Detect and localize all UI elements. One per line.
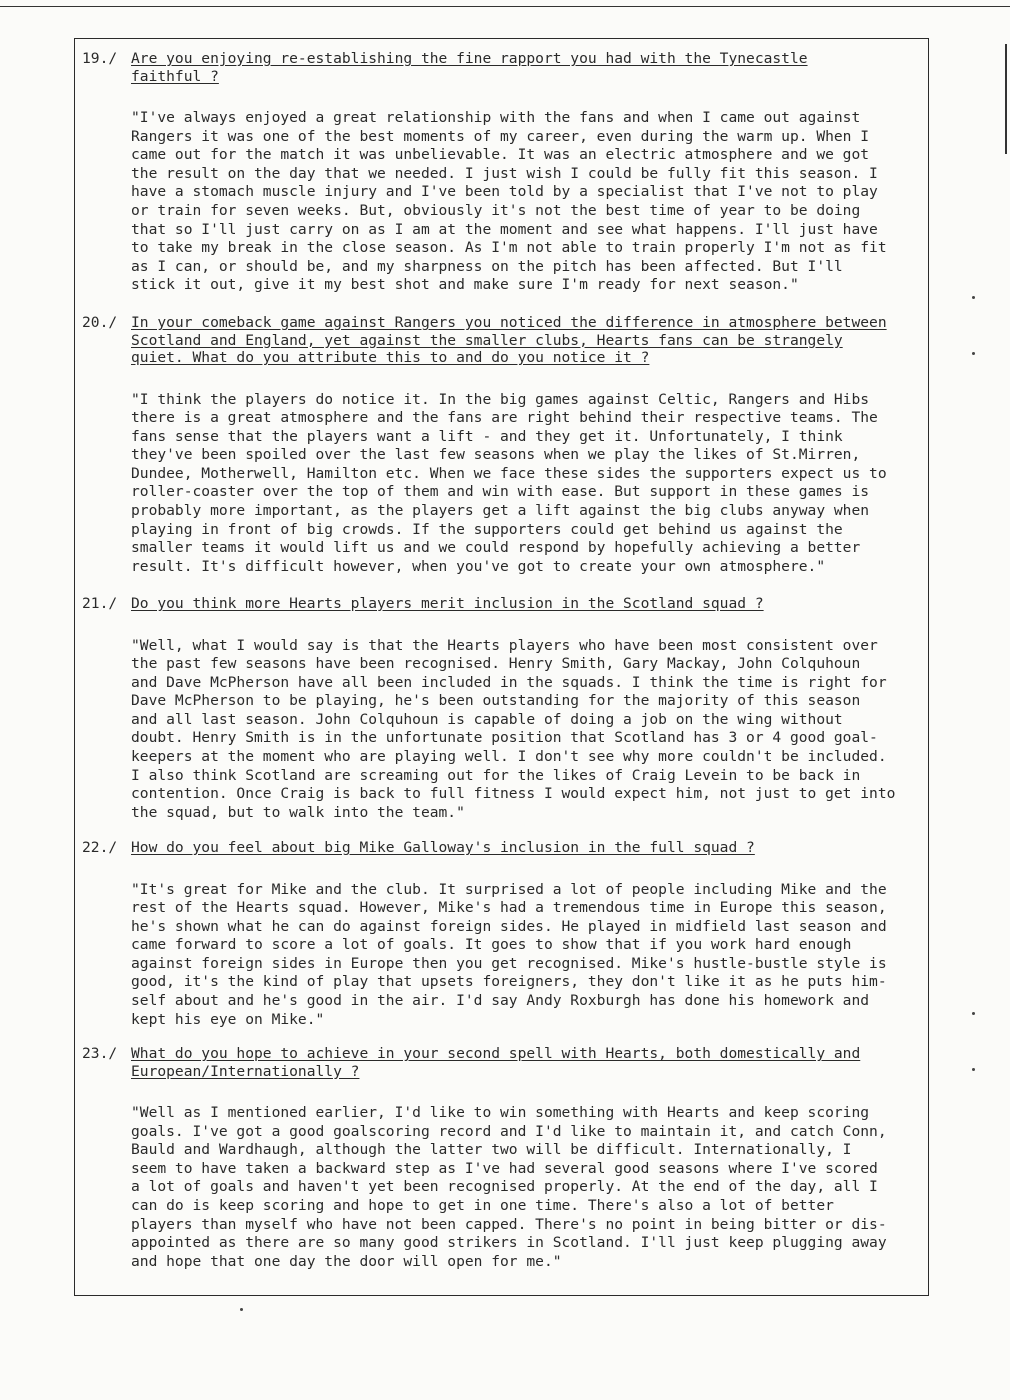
question-text: Are you enjoying re-establishing the fine rapport you had with the Tynecastle faithful ? bbox=[131, 50, 808, 85]
right-edge-mark bbox=[1005, 44, 1007, 154]
question-number: 19./ bbox=[82, 50, 118, 67]
scan-speck bbox=[972, 352, 975, 355]
question-number: 21./ bbox=[82, 595, 118, 612]
question-block-23 bbox=[82, 1045, 932, 1271]
question-block-21 bbox=[82, 595, 932, 822]
answer-text: "Well, what I would say is that the Hearts players who have been most consistent over the past few seasons have been recognised. Henry Smith, Gary Mackay, John Colquhoun and Dave McPherson have all been included in the squads. I think the time is right for Dave McPherson to be playing, he's been outstanding for the majority of this season and all last season. John Colquhoun is capable of doing a job on the wing without doubt. Henry Smith is in the unfortunate position that Scotland has 3 or 4 good goal- keepers at the moment who are playing well. I don't see why more couldn't be included. I also think Scotland are screaming out for the likes of Craig Levein to be back in contention. Once Craig is back to full fitness I would expect him, not just to get into the squad, but to walk into the team." bbox=[131, 636, 896, 821]
question-block-22 bbox=[82, 839, 932, 1029]
answer-text: "It's great for Mike and the club. It surprised a lot of people including Mike and the rest of the Hearts squad. However, Mike's had a tremendous time in Europe this season, he's shown what he can do against foreign sides. He played in midfield last season and came forward to score a lot of goals. It goes to show that if you work hard enough against foreign sides in Europe then you get recognised. Mike's hustle-bustle style is good, it's the kind of play that upsets foreigners, they don't like it as he puts him- self about and he's good in the air. I'd say Andy Roxburgh has done his homework and kept his eye on Mike." bbox=[131, 880, 887, 1028]
answer-text: "I think the players do notice it. In the big games against Celtic, Rangers and Hibs there is a great atmosphere and the fans are right behind their respective teams. The fans sense that the players want a lift - and they get it. Unfortunately, I think they've been spoiled over the last few seasons when we play the likes of St.Mirren, Dundee, Motherwell, Hamilton etc. When we face these sides the supporters expect us to roller-coaster over the top of them and win with ease. But support in these games is probably more important, as the players get a lift against the big clubs anyway when playing in front of big crowds. If the supporters could get behind us against the smaller teams it would lift us and we could respond by hopefully achieving a better result. It's difficult however, when you've got to create your own atmosphere." bbox=[131, 390, 887, 575]
top-edge-rule bbox=[0, 6, 1010, 7]
question-number: 22./ bbox=[82, 839, 118, 856]
scan-speck bbox=[972, 1012, 975, 1015]
question-text: In your comeback game against Rangers you noticed the difference in atmosphere between Scotland and England, yet against the smaller clubs, Hearts fans can be strangely quiet. What do you attribute this to and do you notice it ? bbox=[131, 314, 887, 366]
scan-speck bbox=[972, 1068, 975, 1071]
question-text: How do you feel about big Mike Galloway's inclusion in the full squad ? bbox=[131, 839, 755, 856]
question-text: What do you hope to achieve in your second spell with Hearts, both domestically and European/Internationally ? bbox=[131, 1045, 861, 1080]
question-number: 23./ bbox=[82, 1045, 118, 1062]
question-block-19 bbox=[82, 50, 932, 295]
scan-speck bbox=[240, 1308, 243, 1311]
question-number: 20./ bbox=[82, 314, 118, 331]
answer-text: "I've always enjoyed a great relationship with the fans and when I came out against Rangers it was one of the best moments of my career, even during the warm up. When I came out for the match it was unbelievable. It was an electric atmosphere and we got the result on the day that we needed. I just wish I could be fully fit this season. I have a stomach muscle injury and I've been told by a specialist that I've not to play or train for seven weeks. But, obviously it's not the best time of year to be doing that so I'll just carry on as I am at the moment and see what happens. I'll just have to take my break in the close season. As I'm not able to train properly I'm not as fit as I can, or should be, and my sharpness on the pitch has been affected. But I'll stick it out, give it my best shot and make sure I'm ready for next season." bbox=[131, 109, 887, 294]
answer-text: "Well as I mentioned earlier, I'd like to win something with Hearts and keep scoring goals. I've got a good goalscoring record and I'd like to maintain it, and catch Conn, Bauld and Wardhaugh, although the latter two will be difficult. Internationally, I seem to have taken a backward step as I've had several good seasons where I've scored a lot of goals and haven't yet been recognised properly. At the end of the day, all I can do is keep scoring and hope to get in one time. There's also a lot of better players than myself who have not been capped. There's no point in being bitter or dis- appointed as there are so many good strikers in Scotland. I'll just keep plugging away and hope that one day the door will open for me." bbox=[131, 1104, 887, 1270]
question-text: Do you think more Hearts players merit inclusion in the Scotland squad ? bbox=[131, 595, 764, 612]
scan-speck bbox=[972, 296, 975, 299]
question-block-20 bbox=[82, 314, 932, 576]
